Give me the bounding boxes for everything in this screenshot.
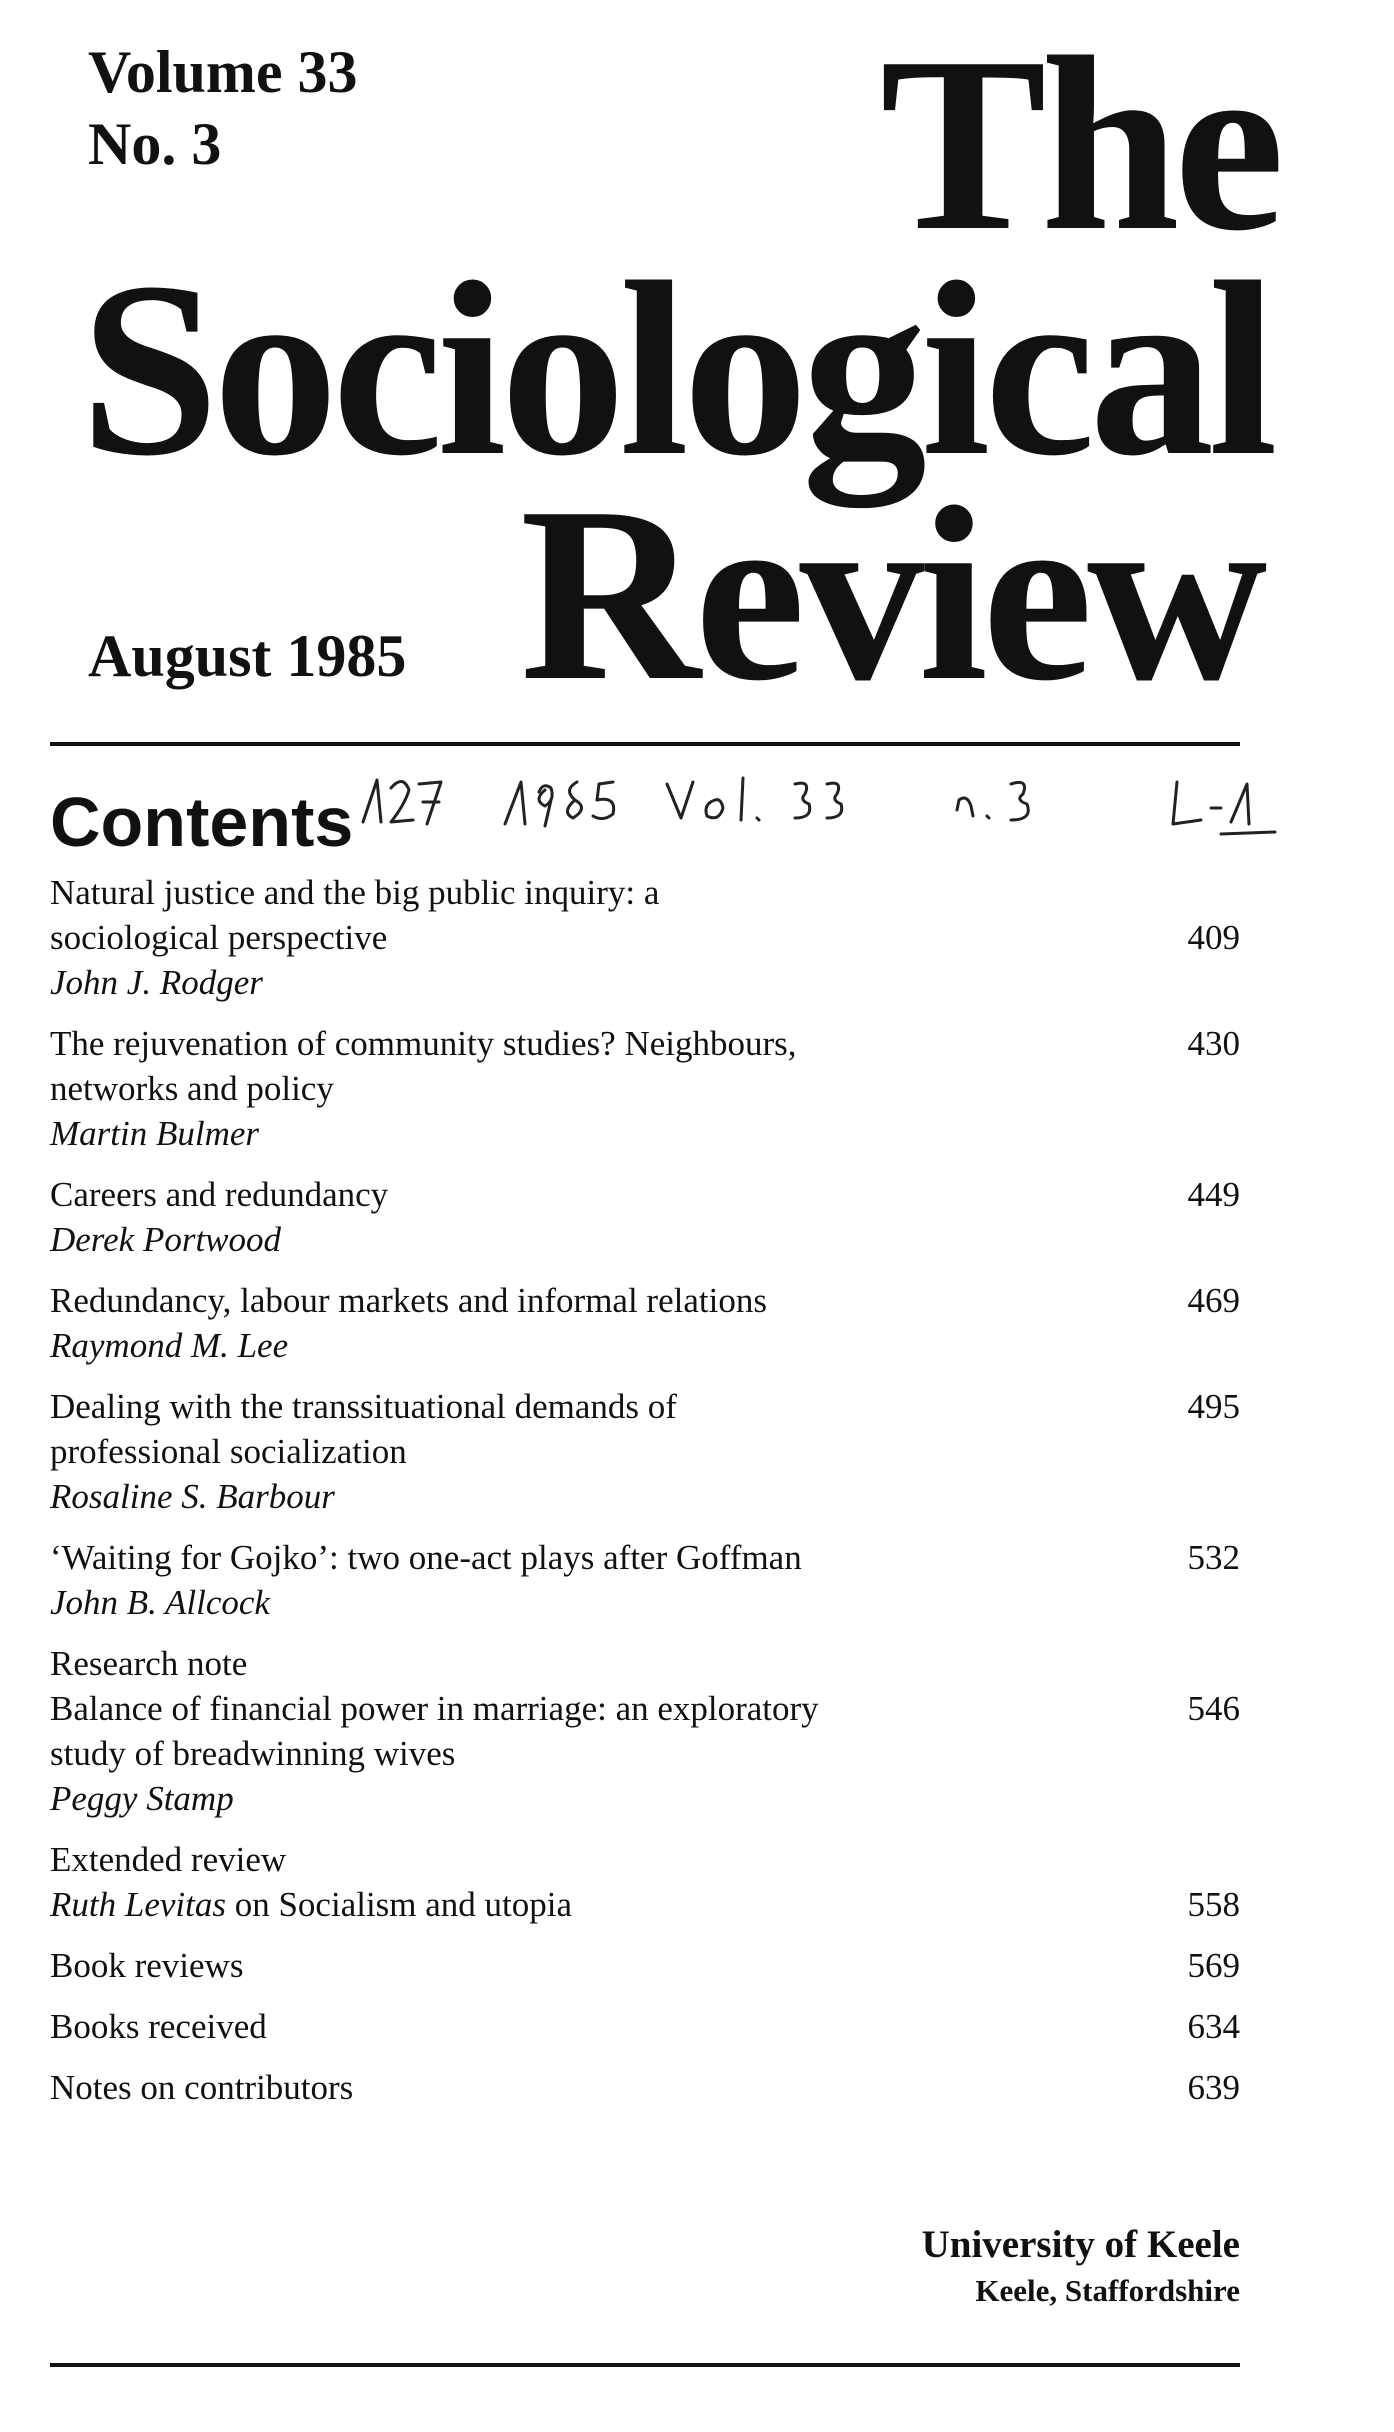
entry-page-number: 430 xyxy=(1187,1024,1240,1063)
contents-entry xyxy=(50,1837,1240,1927)
title-word-the: The xyxy=(880,6,1279,283)
entry-title-text: Careers and redundancy xyxy=(50,1175,389,1214)
entry-title-line xyxy=(50,1429,1240,1474)
entry-title-line xyxy=(50,1686,1240,1731)
publisher-location: Keele, Staffordshire xyxy=(975,2273,1240,2308)
entry-title-text: Redundancy, labour markets and informal relations xyxy=(50,1281,767,1320)
entry-title-text: The rejuvenation of community studies? Neighbours, xyxy=(50,1024,797,1063)
entry-title-line xyxy=(50,915,1240,960)
entry-page-number: 532 xyxy=(1187,1538,1240,1577)
entry-title-line xyxy=(50,2004,1240,2049)
entry-title-text: ‘Waiting for Gojko’: two one-act plays after Goffman xyxy=(50,1538,802,1577)
entry-title-line xyxy=(50,1172,1240,1217)
entry-title-line xyxy=(50,1731,1240,1776)
entry-author: Martin Bulmer xyxy=(50,1114,260,1153)
entry-page-number: 469 xyxy=(1187,1281,1240,1320)
issue-number-label: No. 3 xyxy=(88,111,222,177)
entry-title-line xyxy=(50,870,1240,915)
entry-title-line xyxy=(50,1641,1240,1686)
entry-author: Derek Portwood xyxy=(50,1220,282,1259)
contents-entry xyxy=(50,1384,1240,1519)
issue-date: August 1985 xyxy=(88,623,407,689)
volume-issue-block xyxy=(88,36,357,180)
entry-page-number: 558 xyxy=(1187,1885,1240,1924)
contents-entry xyxy=(50,1278,1240,1368)
entry-title-line xyxy=(50,1535,1240,1580)
contents-entry xyxy=(50,2065,1240,2110)
title-word-sociological: Sociological xyxy=(80,231,1272,508)
publisher-university: University of Keele xyxy=(921,2223,1240,2266)
publisher-block xyxy=(922,2220,1240,2312)
entry-title-text: sociological perspective xyxy=(50,918,388,957)
entry-title-line xyxy=(50,1278,1240,1323)
entry-page-number: 409 xyxy=(1187,918,1240,957)
entry-title-text: Extended review xyxy=(50,1840,287,1879)
entry-title-line xyxy=(50,1066,1240,1111)
contents-entry xyxy=(50,1535,1240,1625)
entry-title-line xyxy=(50,1837,1240,1882)
title-word-review: Review xyxy=(520,456,1262,733)
handwritten-note-drawing xyxy=(355,760,1355,850)
entry-page-number: 634 xyxy=(1187,2007,1240,2046)
handwritten-shelf-note xyxy=(355,760,1355,850)
entry-title-line xyxy=(50,1384,1240,1429)
volume-label: Volume 33 xyxy=(88,39,358,105)
entry-title-line xyxy=(50,1021,1240,1066)
entry-title-line xyxy=(50,1882,1240,1927)
entry-author: Rosaline S. Barbour xyxy=(50,1477,335,1516)
entry-author: John J. Rodger xyxy=(50,963,263,1002)
contents-heading: Contents xyxy=(50,783,354,861)
entry-page-number: 495 xyxy=(1187,1387,1240,1426)
contents-entry xyxy=(50,1943,1240,1988)
contents-entry xyxy=(50,1172,1240,1262)
entry-title-text: study of breadwinning wives xyxy=(50,1734,456,1773)
entry-title-text: networks and policy xyxy=(50,1069,334,1108)
entry-title-text: Dealing with the transsituational demands of xyxy=(50,1387,677,1426)
entry-author: Peggy Stamp xyxy=(50,1779,234,1818)
entry-page-number: 546 xyxy=(1187,1689,1240,1728)
entry-author: John B. Allcock xyxy=(50,1583,270,1622)
entry-title-text: Book reviews xyxy=(50,1946,244,1985)
entry-title-line xyxy=(50,2065,1240,2110)
table-of-contents xyxy=(50,870,1240,2126)
entry-title-text: Natural justice and the big public inquiry: a xyxy=(50,873,660,912)
entry-page-number: 449 xyxy=(1187,1175,1240,1214)
entry-author: Ruth Levitas xyxy=(50,1885,226,1924)
contents-entry xyxy=(50,1021,1240,1156)
contents-entry xyxy=(50,2004,1240,2049)
entry-title-line xyxy=(50,1943,1240,1988)
entry-title-text: on Socialism and utopia xyxy=(225,1885,573,1924)
top-divider xyxy=(50,742,1240,746)
entry-title-text: Notes on contributors xyxy=(50,2068,354,2107)
entry-author: Raymond M. Lee xyxy=(50,1326,289,1365)
contents-entry xyxy=(50,870,1240,1005)
entry-title-text: Balance of financial power in marriage: an exploratory xyxy=(50,1689,819,1728)
entry-page-number: 569 xyxy=(1187,1946,1240,1985)
bottom-divider xyxy=(50,2363,1240,2367)
entry-title-text: professional socialization xyxy=(50,1432,407,1471)
entry-page-number: 639 xyxy=(1187,2068,1240,2107)
contents-entry xyxy=(50,1641,1240,1821)
entry-title-text: Research note xyxy=(50,1644,248,1683)
entry-title-text: Books received xyxy=(50,2007,267,2046)
